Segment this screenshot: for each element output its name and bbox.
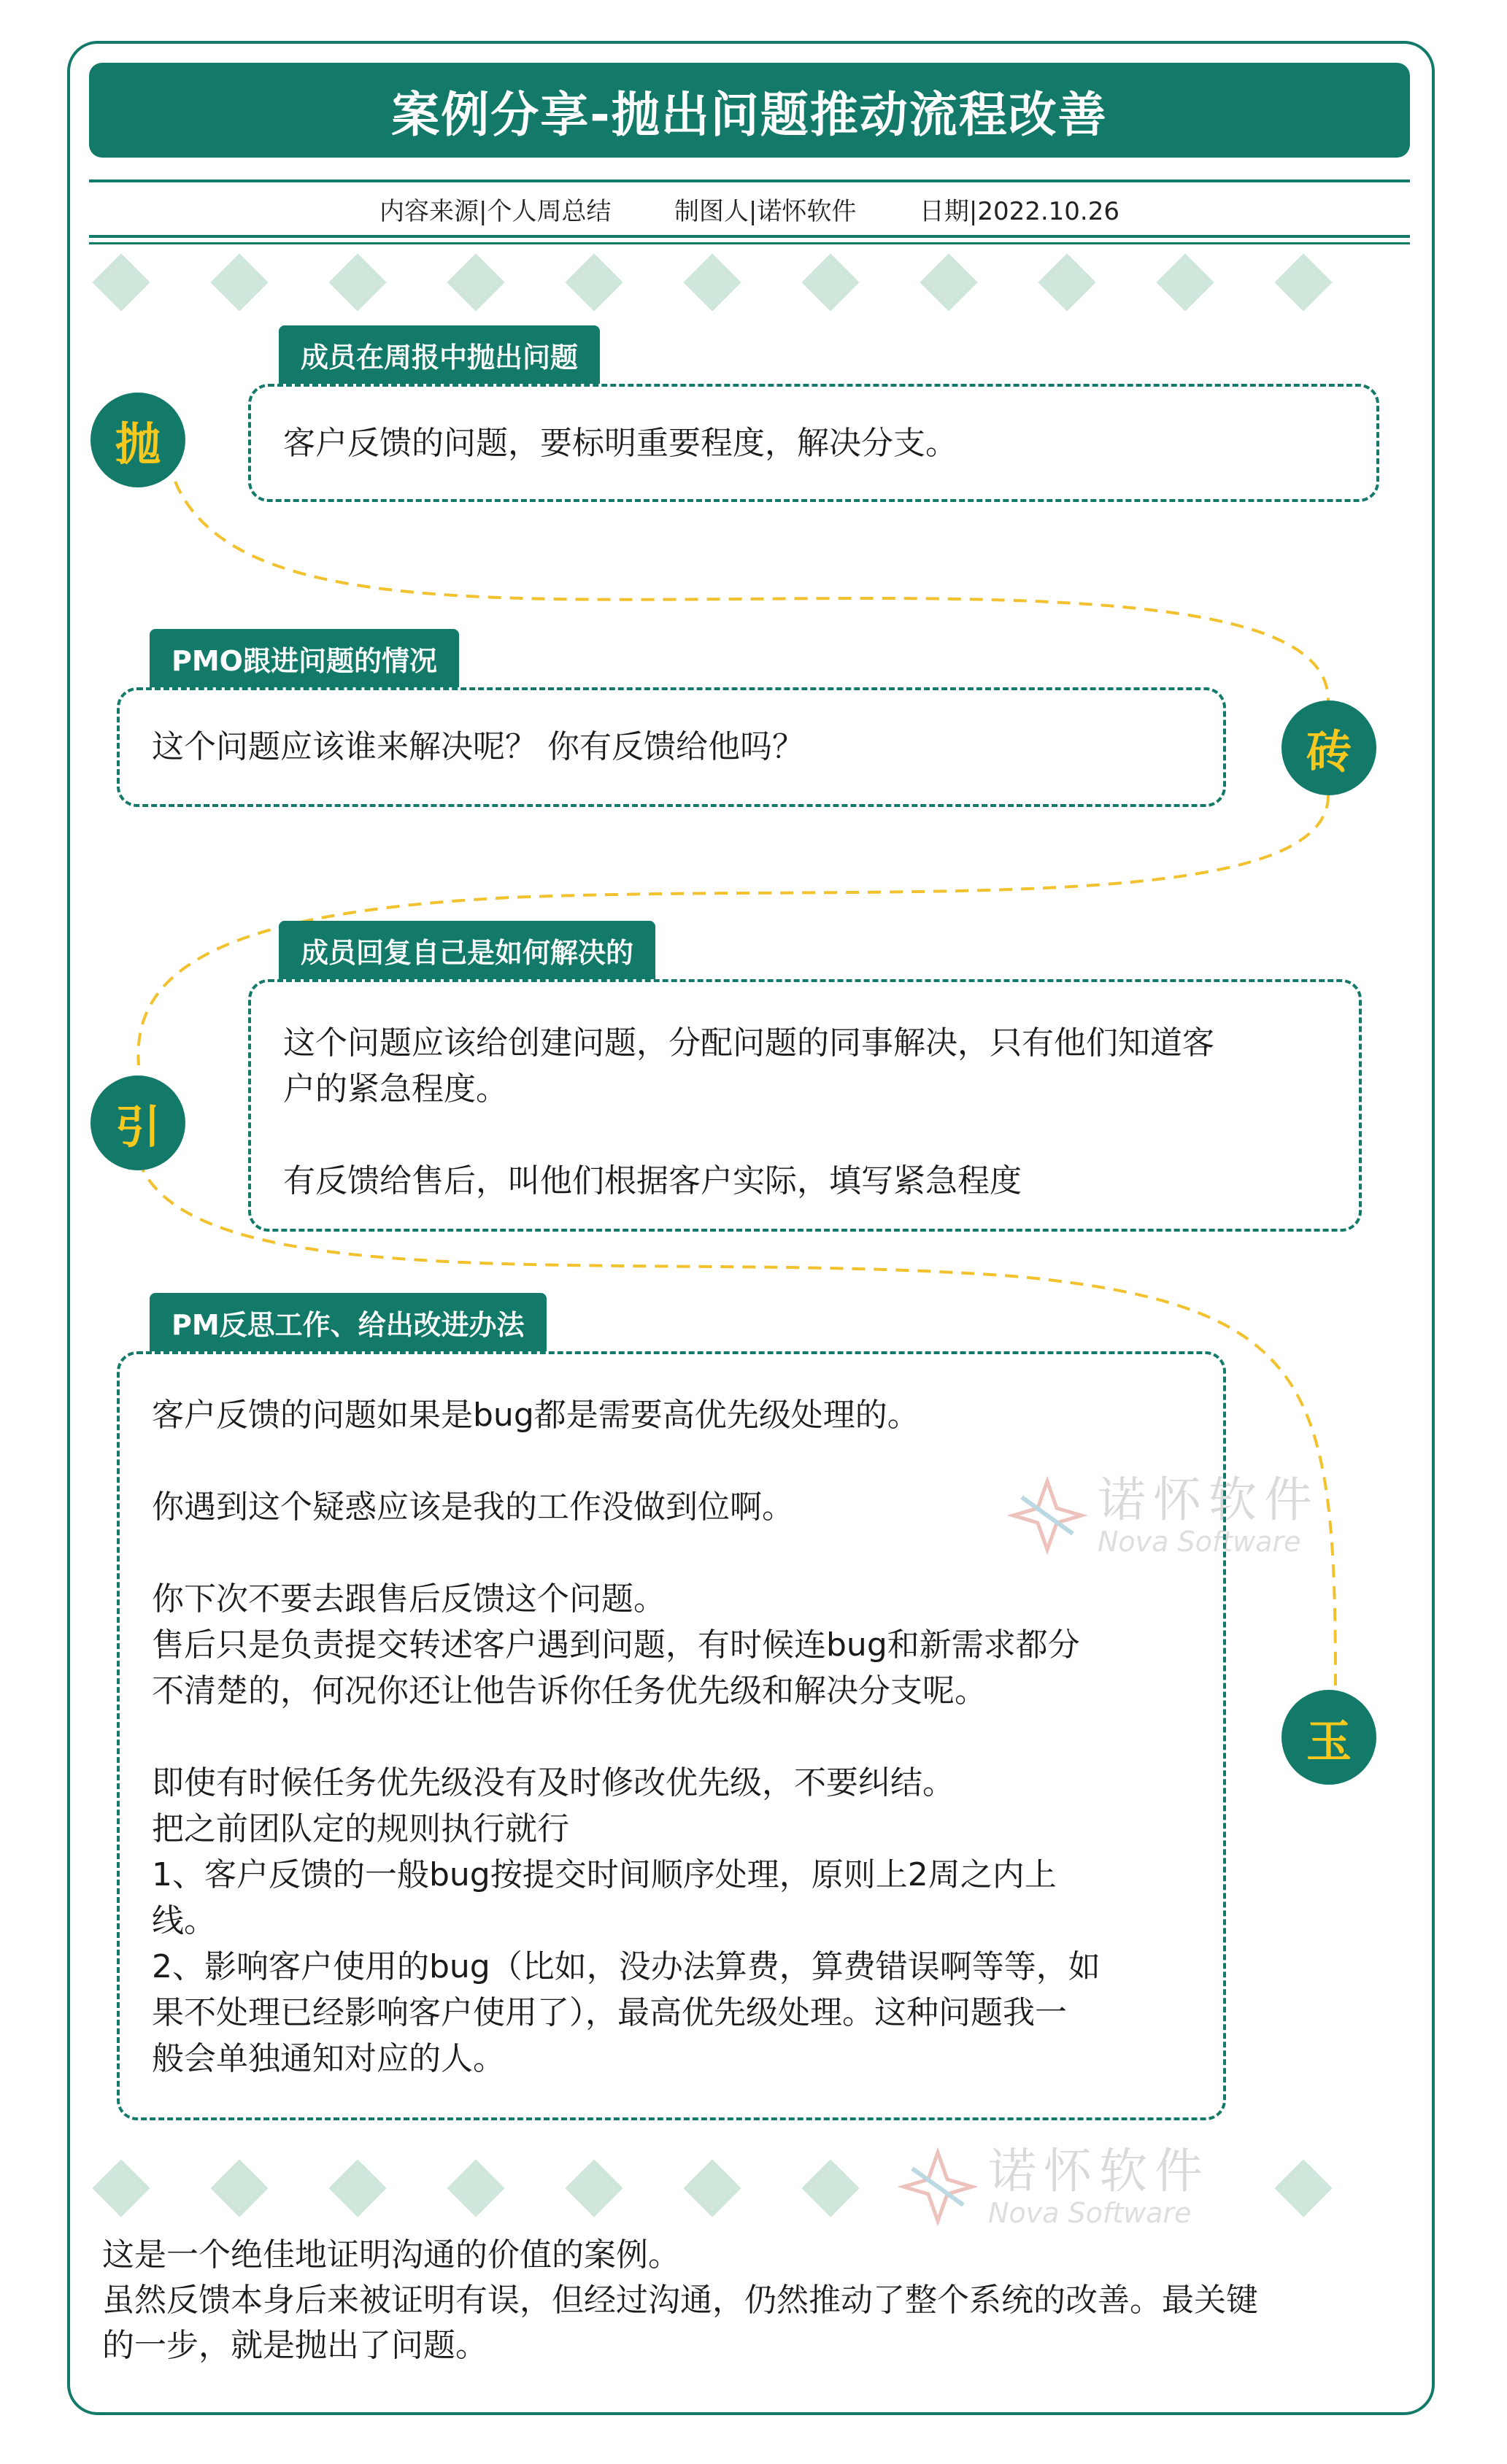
diamond-decoration	[92, 253, 150, 311]
watermark-en: Nova Software	[1098, 1526, 1301, 1558]
diamond-decoration	[683, 253, 741, 311]
step-4-line: 1、客户反馈的一般bug按提交时间顺序处理，原则上2周之内上	[152, 1856, 1057, 1893]
watermark-cn: 诺怀软件	[988, 2143, 1210, 2199]
step-4-line: 客户反馈的问题如果是bug都是需要高优先级处理的。	[152, 1397, 920, 1434]
step-1-text	[283, 420, 957, 466]
meta-bottom-divider	[89, 235, 1410, 238]
step-4-line: 即使有时候任务优先级没有及时修改优先级，不要纠结。	[152, 1764, 955, 1801]
diamond-decoration	[565, 2159, 623, 2217]
step-2-text	[152, 724, 804, 770]
diamond-decoration	[92, 2159, 150, 2217]
diamond-decoration	[210, 2159, 268, 2217]
step-2-node: 砖	[1281, 700, 1376, 795]
step-4-blank-line	[152, 1530, 1101, 1576]
step-4-node: 玉	[1281, 1690, 1376, 1785]
diamond-decoration	[565, 253, 623, 311]
diamond-decoration	[447, 2159, 504, 2217]
diamond-decoration	[328, 2159, 386, 2217]
step-4-line: 你下次不要去跟售后反馈这个问题。	[152, 1580, 666, 1618]
step-3-tag: 成员回复自己是如何解决的	[279, 921, 655, 979]
step-3-line: 户的紧急程度。	[283, 1070, 508, 1108]
step-2-line: 这个问题应该谁来解决呢？ 你有反馈给他吗？	[152, 728, 804, 765]
diamond-decoration	[1274, 253, 1332, 311]
step-2-tag: PMO跟进问题的情况	[150, 629, 459, 687]
step-1-line: 客户反馈的问题，要标明重要程度，解决分支。	[283, 425, 957, 462]
nova-logo-icon	[1007, 1475, 1087, 1556]
step-4-blank-line	[152, 1714, 1101, 1760]
conclusion-line: 这是一个绝佳地证明沟通的价值的案例。	[102, 2236, 680, 2274]
step-4-line: 不清楚的，何况你还让他告诉你任务优先级和解决分支呢。	[152, 1672, 987, 1710]
meta-date: 日期|2022.10.26	[919, 197, 1119, 226]
step-4-line: 售后只是负责提交转述客户遇到问题，有时候连bug和新需求都分	[152, 1626, 1080, 1664]
step-3-text	[283, 1020, 1214, 1204]
step-4-line: 般会单独通知对应的人。	[152, 2040, 505, 2077]
diamond-decoration	[920, 253, 977, 311]
diamond-decoration	[801, 253, 859, 311]
meta-source: 内容来源|个人周总结	[379, 197, 612, 226]
diamond-decoration	[328, 253, 386, 311]
diamond-decoration	[1038, 253, 1095, 311]
diamond-decoration	[210, 253, 268, 311]
step-1-node: 抛	[90, 393, 185, 487]
diamond-decoration	[801, 2159, 859, 2217]
step-4-line: 线。	[152, 1902, 216, 1939]
step-3-line: 这个问题应该给创建问题，分配问题的同事解决，只有他们知道客	[283, 1024, 1214, 1062]
diamond-decoration	[1274, 2159, 1332, 2217]
step-3-node: 引	[90, 1075, 185, 1170]
step-4-line: 果不处理已经影响客户使用了），最高优先级处理。这种问题我一	[152, 1994, 1067, 2031]
watermark	[1007, 1474, 1319, 1557]
diamond-row-bottom	[89, 2148, 1410, 2228]
meta-top-divider	[89, 179, 1410, 182]
diamond-decoration	[1156, 253, 1214, 311]
diamond-row-top	[89, 242, 1410, 323]
diamond-decoration	[447, 253, 504, 311]
page-title: 案例分享-抛出问题推动流程改善	[89, 63, 1410, 158]
step-3-line: 有反馈给售后，叫他们根据客户实际，填写紧急程度	[283, 1162, 1022, 1200]
step-4-tag: PM反思工作、给出改进办法	[150, 1293, 547, 1351]
conclusion-line: 虽然反馈本身后来被证明有误，但经过沟通，仍然推动了整个系统的改善。最关键	[102, 2282, 1258, 2319]
step-4-line: 2、影响客户使用的bug（比如，没办法算费，算费错误啊等等，如	[152, 1948, 1101, 1985]
step-4-line: 把之前团队定的规则执行就行	[152, 1810, 569, 1847]
watermark-en: Nova Software	[988, 2197, 1192, 2229]
conclusion-line: 的一步，就是抛出了问题。	[102, 2327, 487, 2364]
meta-info	[89, 191, 1410, 227]
step-3-blank-line	[283, 1112, 1214, 1158]
conclusion	[102, 2233, 1401, 2368]
step-4-line: 你遇到这个疑惑应该是我的工作没做到位啊。	[152, 1488, 794, 1526]
step-1-tag: 成员在周报中抛出问题	[279, 325, 600, 384]
meta-author: 制图人|诺怀软件	[674, 197, 857, 226]
watermark-cn: 诺怀软件	[1098, 1472, 1319, 1528]
diamond-decoration	[683, 2159, 741, 2217]
step-4-blank-line	[152, 1438, 1101, 1484]
step-4-text	[152, 1392, 1101, 2082]
